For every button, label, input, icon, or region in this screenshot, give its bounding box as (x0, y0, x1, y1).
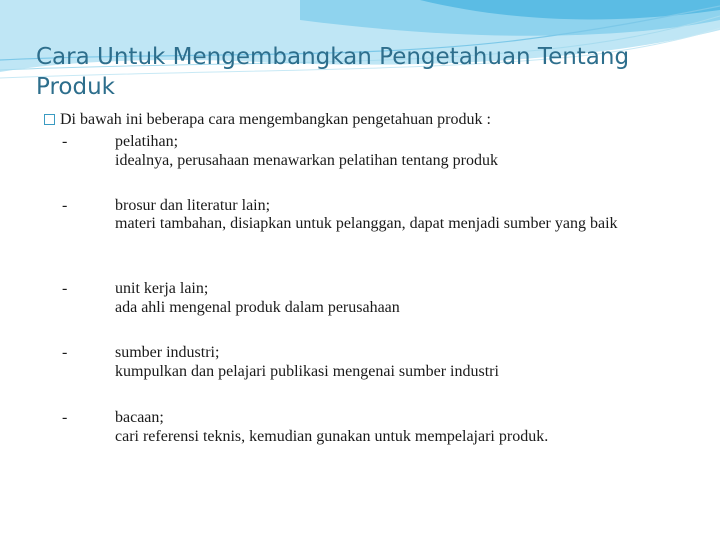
dash-marker: - (62, 133, 68, 150)
dash-marker: - (62, 344, 68, 361)
dash-marker: - (62, 409, 68, 426)
item-body (115, 132, 675, 170)
dash-marker: - (62, 280, 68, 297)
square-bullet-icon (44, 114, 55, 125)
item-body (115, 196, 675, 232)
item-description: kumpulkan dan pelajari publikasi mengenai sumber industri (115, 363, 499, 380)
item-description: idealnya, perusahaan menawarkan pelatihan tentang produk (115, 152, 498, 169)
item-heading: brosur dan literatur lain; (115, 197, 271, 214)
item-heading: pelatihan; (115, 133, 179, 150)
item-heading: bacaan; (115, 409, 164, 426)
slide-title: Cara Untuk Mengembangkan Pengetahuan Tentang Produk (36, 44, 630, 100)
dash-marker: - (62, 197, 68, 214)
intro-text: Di bawah ini beberapa cara mengembangkan pengetahuan produk : (60, 111, 491, 128)
item-description: ada ahli mengenal produk dalam perusahaan (115, 299, 400, 316)
item-body (115, 408, 675, 446)
item-body (115, 279, 675, 317)
item-body (115, 343, 675, 381)
intro-line (44, 110, 694, 130)
item-description: cari referensi teknis, kemudian gunakan untuk mempelajari produk. (115, 428, 549, 445)
item-description: materi tambahan, disiapkan untuk pelanggan, dapat menjadi sumber yang baik (115, 215, 618, 232)
item-heading: sumber industri; (115, 344, 220, 361)
item-heading: unit kerja lain; (115, 280, 209, 297)
